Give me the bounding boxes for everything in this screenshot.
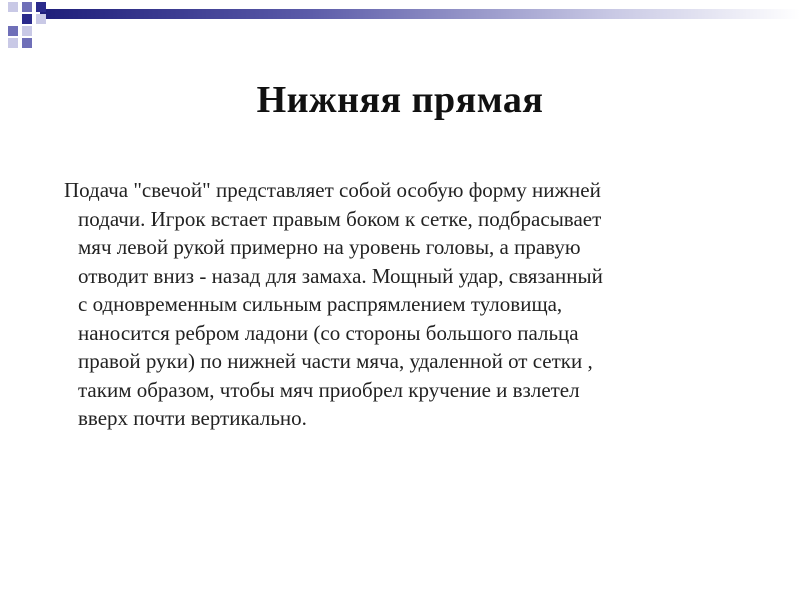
deco-square xyxy=(22,26,32,36)
deco-square xyxy=(8,38,18,48)
paragraph-line: правой руки) по нижней части мяча, удаленной от сетки , xyxy=(78,349,593,373)
decorative-header-bar xyxy=(0,0,800,56)
deco-square xyxy=(36,14,46,24)
paragraph-line: таким образом, чтобы мяч приобрел кручение и взлетел xyxy=(78,377,580,402)
header-gradient-line xyxy=(40,9,800,19)
deco-square xyxy=(8,2,18,12)
slide-title: Нижняя прямая xyxy=(256,79,544,121)
slide-body-paragraph xyxy=(58,176,758,433)
paragraph-line: вверх почти вертикально. xyxy=(78,406,307,430)
paragraph-line: мяч левой рукой примерно на уровень головы, а правую xyxy=(78,235,581,259)
paragraph-line: Подача "свечой" представляет собой особую форму нижней xyxy=(64,178,601,202)
paragraph-line: наносится ребром ладони (со стороны большого пальца xyxy=(78,320,579,345)
paragraph-line: подачи. Игрок встает правым боком к сетке, подбрасывает xyxy=(78,206,602,231)
deco-square xyxy=(22,14,32,24)
deco-square xyxy=(22,38,32,48)
paragraph-line: отводит вниз - назад для замаха. Мощный удар, связанный xyxy=(78,263,603,288)
deco-square xyxy=(22,2,32,12)
deco-square xyxy=(8,26,18,36)
deco-square xyxy=(36,2,46,12)
paragraph-line: с одновременным сильным распрямлением туловища, xyxy=(78,292,563,316)
